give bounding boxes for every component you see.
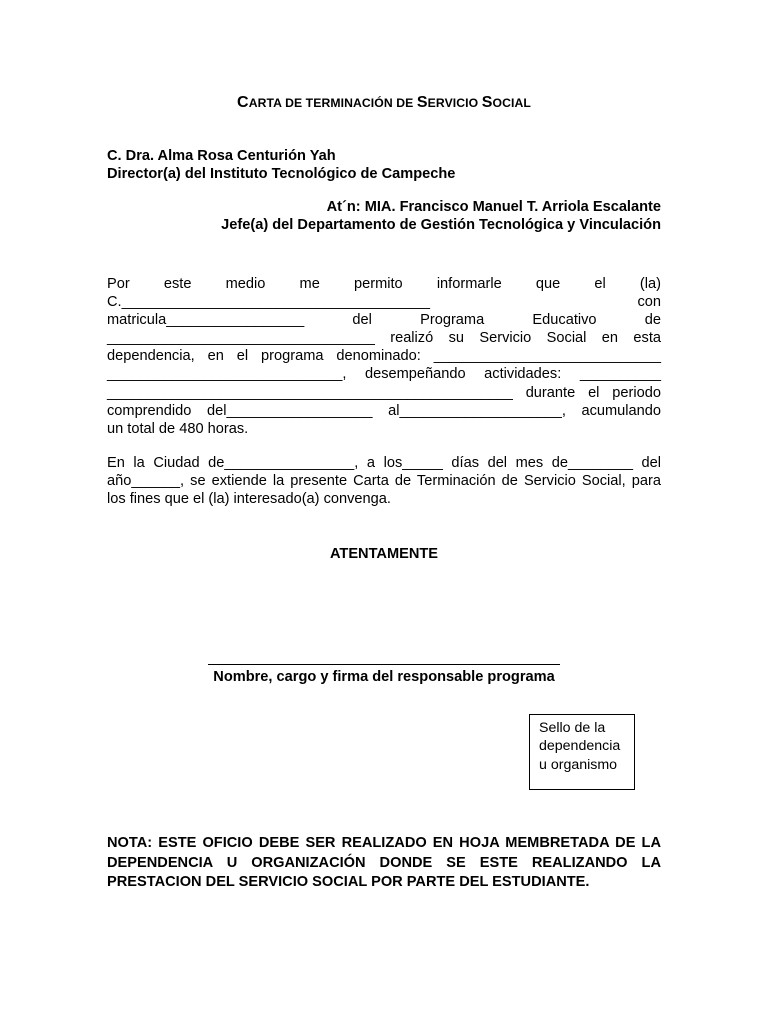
paragraph-line: un total de 480 horas. <box>107 420 249 437</box>
stamp-box <box>529 714 635 790</box>
paragraph-line: dependencia, en el programa denominado: ____________________________ <box>107 348 661 365</box>
paragraph-line: _____________________________, desempeñando actividades: __________ <box>107 366 661 383</box>
paragraph-issuance <box>107 454 661 508</box>
title-part: S <box>416 94 428 111</box>
signature-line <box>208 664 560 665</box>
paragraph-line: Por este medio me permito informarle que el (la) <box>107 276 661 292</box>
attention-name: At´n: MIA. Francisco Manuel T. Arriola Escalante <box>326 199 661 215</box>
title-part: ARTA DE TERMINACIÓN DE <box>248 96 417 110</box>
paragraph-line: comprendido del__________________ al____________________, acumulando <box>107 402 661 419</box>
addressee-block <box>107 147 667 183</box>
note-line: DEPENDENCIA U ORGANIZACIÓN DONDE SE ESTE REALIZANDO LA <box>107 854 661 871</box>
paragraph-line: __________________________________________________ durante el periodo <box>107 384 661 401</box>
title-part: S <box>481 94 493 111</box>
paragraph-report <box>107 275 661 438</box>
title-part: ERVICIO <box>427 96 482 110</box>
closing-text: ATENTAMENTE <box>329 546 439 562</box>
addressee-name: C. Dra. Alma Rosa Centurión Yah <box>107 148 336 164</box>
note-block <box>107 834 661 893</box>
stamp-text: u organismo <box>539 756 618 773</box>
paragraph-line: En la Ciudad de________________, a los_____ días del mes de________ del <box>107 455 661 471</box>
paragraph-line: C.______________________________________ con <box>107 294 661 311</box>
stamp-text: dependencia <box>539 738 621 755</box>
note-line: NOTA: ESTE OFICIO DEBE SER REALIZADO EN HOJA MEMBRETADA DE LA <box>107 835 661 851</box>
signature-label: Nombre, cargo y firma del responsable programa <box>213 669 555 685</box>
paragraph-line: _________________________________ realizó su Servicio Social en esta <box>107 330 661 347</box>
title-part: OCIAL <box>492 96 531 110</box>
note-line: PRESTACION DEL SERVICIO SOCIAL POR PARTE DEL ESTUDIANTE. <box>107 874 590 890</box>
stamp-text: Sello de la <box>539 720 606 736</box>
addressee-position: Director(a) del Instituto Tecnológico de Campeche <box>107 166 456 183</box>
attention-block <box>107 198 661 234</box>
attention-position: Jefe(a) del Departamento de Gestión Tecnológica y Vinculación <box>221 217 661 234</box>
paragraph-line: los fines que el (la) interesado(a) convenga. <box>107 491 391 508</box>
paragraph-line: matricula_________________ del Programa Educativo de <box>107 312 661 329</box>
title-part: C <box>237 94 249 111</box>
paragraph-line: año______, se extiende la presente Carta de Terminación de Servicio Social, para <box>107 473 661 490</box>
document-title <box>0 93 768 112</box>
